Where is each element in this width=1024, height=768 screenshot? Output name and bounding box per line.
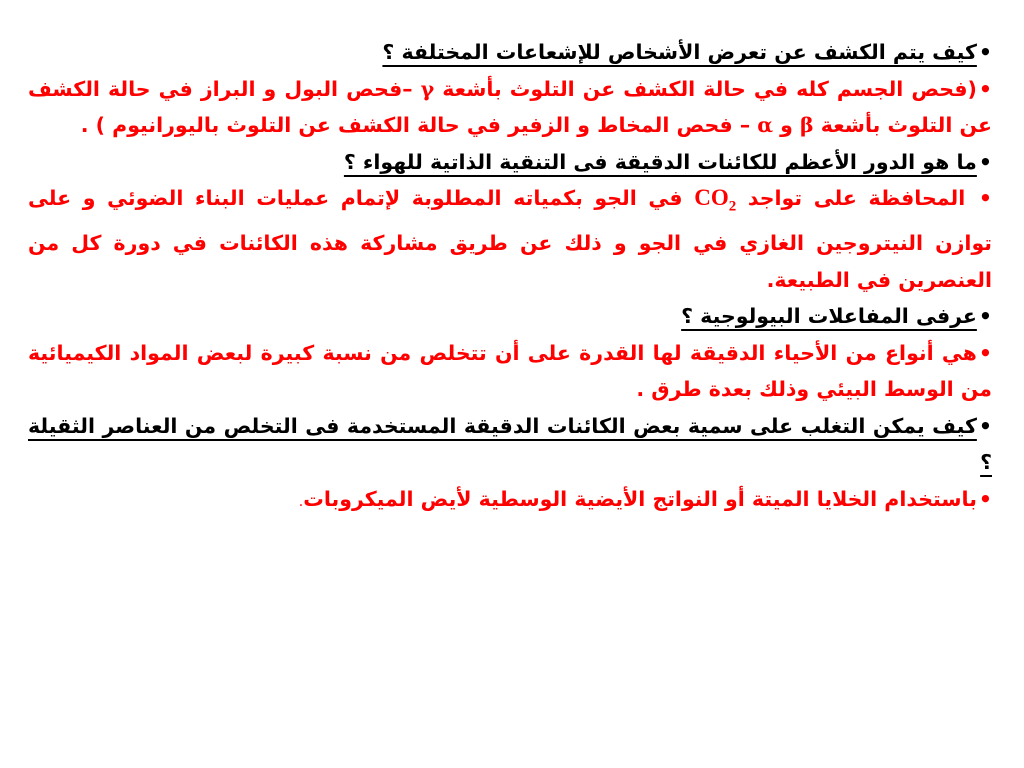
answer-text: (فحص الجسم كله في حالة الكشف عن التلوث بأشعة	[434, 76, 977, 101]
bullet: •	[978, 40, 992, 64]
answer-text: المحافظة على تواجد	[736, 186, 977, 210]
bullet: •	[978, 486, 992, 511]
co2-formula	[694, 185, 737, 215]
co2-main: CO	[694, 185, 729, 210]
answer-text: و	[773, 113, 801, 137]
question-text: كيف يمكن التغلب على سمية بعض الكائنات الدقيقة المستخدمة فى التخلص من العناصر الثقيلة ؟	[28, 413, 992, 475]
answer-text: باستخدام الخلايا الميتة أو النواتج الأيضية الوسطية لأيض الميكروبات	[303, 486, 977, 511]
gamma-symbol: γ	[420, 76, 435, 101]
answer-1	[28, 71, 992, 144]
question-text: كيف يتم الكشف عن تعرض الأشخاص للإشعاعات المختلفة ؟	[382, 40, 977, 64]
question-4	[28, 408, 992, 481]
bullet: •	[978, 186, 992, 210]
alpha-symbol: α	[757, 113, 773, 137]
answer-4	[28, 481, 992, 521]
answer-text: هي أنواع من الأحياء الدقيقة لها القدرة على أن تتخلص من نسبة كبيرة لبعض المواد الكيميائية من الوسط البيئي وذلك بعدة طرق .	[28, 340, 992, 402]
question-text: ما هو الدور الأعظم للكائنات الدقيقة فى التنقية الذاتية للهواء ؟	[343, 149, 977, 174]
bullet: •	[978, 304, 992, 329]
bullet: •	[978, 76, 992, 101]
bullet: •	[978, 340, 992, 365]
answer-text: –فحص البول و البراز في حالة الكشف عن التلوث بأشعة	[28, 76, 992, 137]
bullet: •	[978, 149, 992, 174]
end-dot: .	[298, 493, 304, 510]
answer-text: – فحص المخاط و الزفير في حالة الكشف عن التلوث باليورانيوم ) .	[80, 113, 758, 137]
co2-subscript: 2	[728, 198, 737, 215]
question-text: عرفى المفاعلات البيولوجية ؟	[681, 304, 977, 329]
question-2	[28, 144, 992, 181]
beta-symbol: β	[800, 113, 814, 137]
answer-3	[28, 335, 992, 408]
question-3	[28, 298, 992, 335]
answer-text: في الجو بكمياته المطلوبة لإتمام عمليات البناء الضوئي و على توازن النيتروجين الغازي في الجو و ذلك عن طريق مشاركة هذه الكائنات في دورة كل من العنصرين في الطبيعة.	[28, 186, 992, 292]
answer-2	[28, 180, 992, 298]
question-1	[28, 34, 992, 71]
bullet: •	[978, 413, 992, 438]
